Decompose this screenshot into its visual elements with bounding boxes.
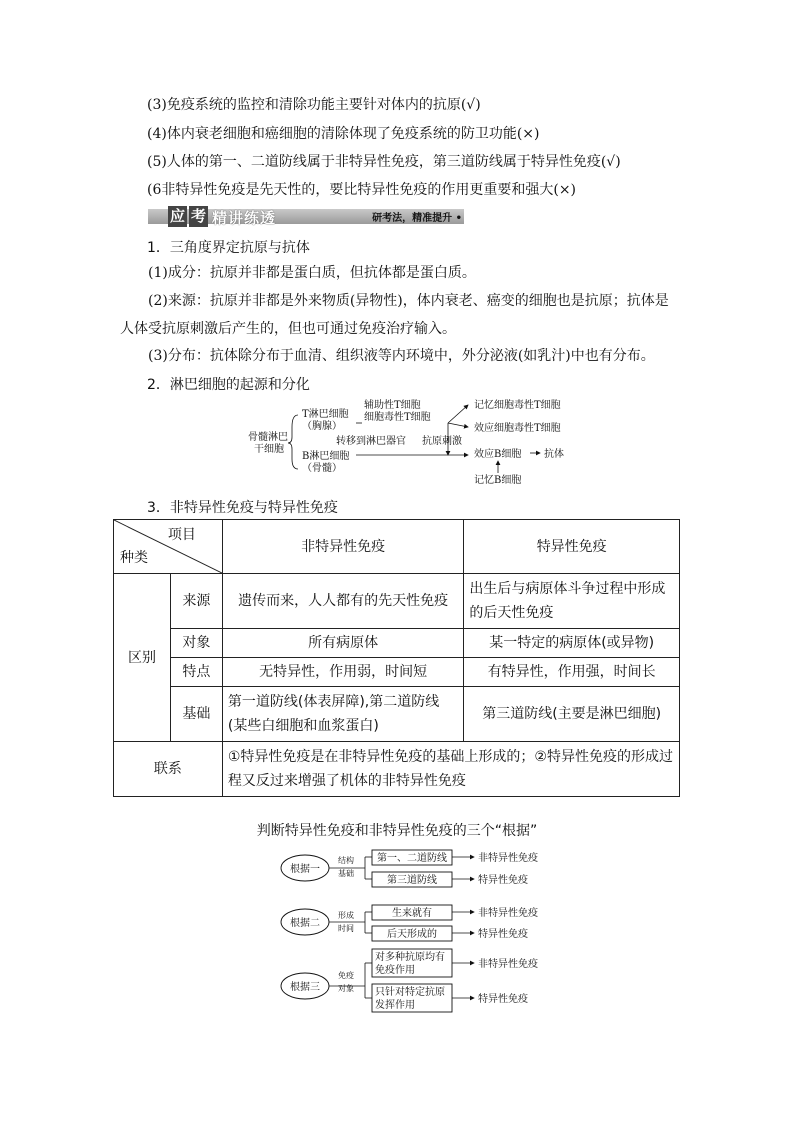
lymphocyte-diagram	[240, 393, 600, 493]
corner-top: 项目	[167, 527, 196, 543]
table-row	[114, 629, 680, 658]
table-row	[114, 574, 680, 629]
diag-arrow-effector-t	[448, 423, 468, 427]
section1-p2-text: (2)来源：抗原并非都是外来物质(异物性)，体内衰老、癌变的细胞也是抗原；抗体是人体受抗原刺激后产生的，但也可通过免疫治疗输入。	[120, 293, 669, 337]
basis-1-label: 根据一	[290, 864, 320, 875]
box-6-text-b: 发挥作用	[375, 1000, 415, 1011]
box-3-text: 生来就有	[392, 908, 432, 919]
link-text: ①特异性免疫是在非特异性免疫的基础上形成的；②特异性免疫的形成过程又反过来增强了机体的非特异性免疫	[222, 742, 679, 797]
diag-t-cell: T淋巴细胞	[302, 409, 349, 420]
cell-b: 有特异性，作用强，时间长	[464, 658, 680, 687]
diag-stimulus: 抗原刺激	[422, 436, 462, 447]
crit-1b: 基础	[338, 869, 354, 878]
table-row	[114, 687, 680, 742]
row-label: 特点	[170, 658, 222, 687]
diag-effector-b: 效应B细胞	[474, 449, 522, 460]
basis-2-label: 根据二	[290, 918, 320, 929]
table-row-link	[114, 742, 680, 797]
banner-tag	[168, 206, 208, 227]
diag-cytotoxic: 细胞毒性T细胞	[364, 412, 431, 423]
group-label: 区别	[114, 574, 171, 742]
diag-effector-t: 效应细胞毒性T细胞	[474, 423, 561, 434]
cell-a: 第一道防线(体表屏障),第二道防线(某些白细胞和血浆蛋白)	[222, 687, 464, 742]
section1-p1	[120, 259, 682, 287]
section2-heading: 2．淋巴细胞的起源和分化	[147, 377, 310, 393]
table-row	[114, 658, 680, 687]
cell-a: 无特异性，作用弱，时间短	[222, 658, 464, 687]
table-header-row	[114, 520, 680, 574]
box-4-text: 后天形成的	[387, 929, 437, 940]
result-2: 特异性免疫	[478, 875, 528, 886]
result-5: 非特异性免疫	[478, 959, 538, 970]
statement-5: (5)人体的第一、二道防线属于非特异性免疫，第三道防线属于特异性免疫(√)	[147, 154, 621, 170]
crit-2b: 时间	[338, 924, 354, 933]
cell-a: 遗传而来，人人都有的先天性免疫	[222, 574, 464, 629]
crit-2a: 形成	[338, 911, 354, 920]
row-label: 基础	[170, 687, 222, 742]
statement-6: (6非特异性免疫是先天性的，要比特异性免疫的作用更重要和强大(×)	[147, 182, 577, 198]
section1-p3	[120, 342, 682, 370]
banner-char-1: 应	[169, 207, 185, 225]
cell-b: 出生后与病原体斗争过程中形成的后天性免疫	[464, 574, 680, 629]
table-corner	[114, 520, 223, 574]
diag-b-cell: B淋巴细胞	[302, 451, 350, 462]
diag-origin-2: 干细胞	[254, 444, 284, 455]
diag-brace	[288, 415, 298, 469]
diag-memory-b: 记忆B细胞	[474, 475, 522, 486]
section1-p1-text: (1)成分：抗原并非都是蛋白质，但抗体都是蛋白质。	[148, 265, 476, 281]
box-1-text: 第一、二道防线	[377, 853, 447, 864]
section-banner	[148, 206, 464, 227]
row-label: 对象	[170, 629, 222, 658]
section1-p3-text: (3)分布：抗体除分布于血清、组织液等内环境中，外分泌液(如乳汁)中也有分布。	[148, 348, 655, 364]
diag-b-site: （骨髓）	[302, 463, 342, 474]
diag-origin-1: 骨髓淋巴	[248, 432, 288, 443]
corner-bottom: 种类	[120, 550, 148, 566]
basis-flow-diagram	[270, 845, 570, 1020]
comparison-table	[113, 519, 680, 797]
cell-b: 第三道防线(主要是淋巴细胞)	[464, 687, 680, 742]
result-3: 非特异性免疫	[478, 908, 538, 919]
flow-caption: 判断特异性免疫和非特异性免疫的三个“根据”	[256, 823, 538, 839]
cell-b: 某一特定的病原体(或异物)	[464, 629, 680, 658]
banner-subtitle: 研考法，精准提升 •	[372, 213, 462, 224]
row-label: 来源	[170, 574, 222, 629]
result-6: 特异性免疫	[478, 994, 528, 1005]
section1-heading: 1．三角度界定抗原与抗体	[147, 240, 310, 256]
box-5-text-a: 对多种抗原均有	[375, 952, 445, 963]
banner-title: 精讲练透	[212, 209, 277, 227]
link-label: 联系	[114, 742, 223, 797]
diag-memory-t: 记忆细胞毒性T细胞	[474, 400, 561, 411]
statement-3: (3)免疫系统的监控和清除功能主要针对体内的抗原(√)	[147, 97, 481, 113]
header-nonspecific: 非特异性免疫	[222, 520, 464, 574]
statement-4: (4)体内衰老细胞和癌细胞的清除体现了免疫系统的防卫功能(×)	[147, 126, 540, 142]
diag-arrow-memory-t	[448, 405, 468, 423]
crit-3b: 对象	[338, 984, 354, 993]
box-6-text-a: 只针对特定抗原	[375, 987, 445, 998]
section3-heading: 3．非特异性免疫与特异性免疫	[147, 500, 338, 516]
banner-char-2: 考	[190, 207, 206, 225]
crit-3a: 免疫	[338, 971, 354, 980]
result-4: 特异性免疫	[478, 929, 528, 940]
diag-antibody: 抗体	[544, 449, 564, 460]
header-specific: 特异性免疫	[464, 520, 680, 574]
diag-helper: 辅助性T细胞	[364, 400, 421, 411]
diag-migrate: 转移到淋巴器官	[336, 436, 406, 447]
section1-p2	[120, 287, 682, 343]
diag-t-site: （胸腺）	[302, 421, 342, 432]
basis-3-label: 根据三	[290, 982, 320, 993]
banner-subtitle-text: 研考法，精准提升	[372, 213, 453, 224]
result-1: 非特异性免疫	[478, 853, 538, 864]
box-5-text-b: 免疫作用	[375, 965, 415, 976]
cell-a: 所有病原体	[222, 629, 464, 658]
crit-1a: 结构	[338, 856, 354, 865]
box-2-text: 第三道防线	[387, 875, 437, 886]
